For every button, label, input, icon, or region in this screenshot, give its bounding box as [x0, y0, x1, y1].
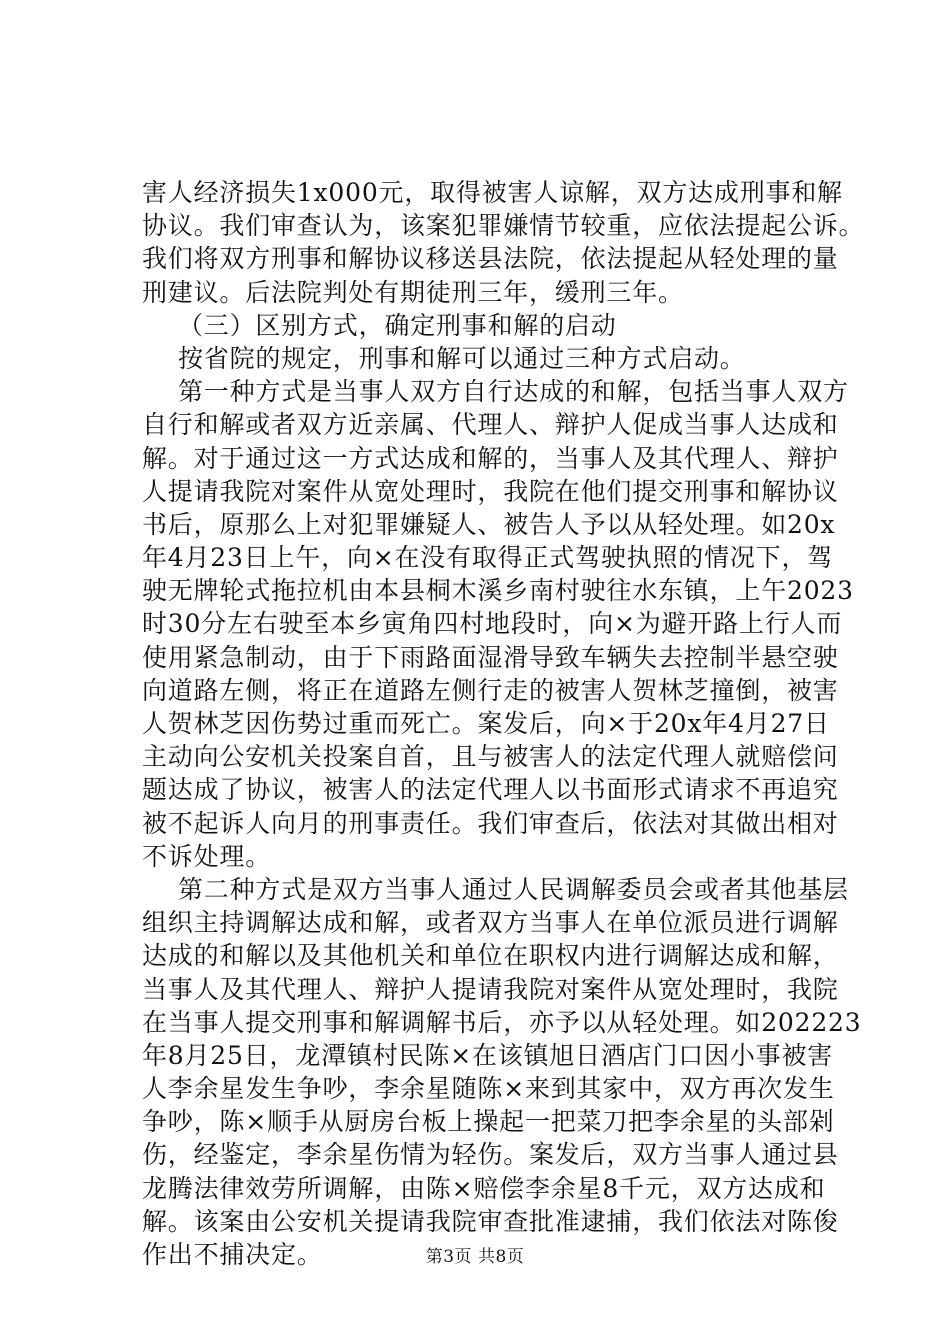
text-line: 主动向公安机关投案自首，且与被害人的法定代理人就赔偿问 [142, 742, 839, 772]
text-line: 我们将双方刑事和解协议移送县法院，依法提起从轻处理的量 [142, 244, 839, 274]
page-footer: 第3页 共8页 [425, 1247, 525, 1267]
text-line: 第一种方式是当事人双方自行达成的和解，包括当事人双方 [178, 377, 849, 407]
text-line: 害人经济损失1x000元，取得被害人谅解，双方达成刑事和解 [142, 178, 843, 207]
text-line: 向道路左侧，将正在道路左侧行走的被害人贺林芝撞倒，被害 [142, 675, 839, 705]
text-line: 龙腾法律效劳所调解，由陈×赔偿李余星8千元，双方达成和 [142, 1173, 826, 1203]
text-line: 人提请我院对案件从宽处理时，我院在他们提交刑事和解协议 [142, 476, 839, 506]
text-line: 作出不捕决定。 [142, 1240, 323, 1269]
document-body [142, 176, 865, 1271]
text-line: 达成的和解以及其他机关和单位在职权内进行调解达成和解， [142, 941, 839, 971]
text-line: 协议。我们审查认为，该案犯罪嫌情节较重，应依法提起公诉。 [142, 211, 865, 241]
text-line: 刑建议。后法院判处有期徒刑三年，缓刑三年。 [142, 277, 684, 307]
text-line: 伤，经鉴定，李余星伤情为轻伤。案发后，双方当事人通过县 [142, 1140, 839, 1170]
text-line: 人贺林芝因伤势过重而死亡。案发后，向×于20x年4月27日 [142, 709, 830, 738]
text-line: 当事人及其代理人、辩护人提请我院对案件从宽处理时，我院 [142, 974, 839, 1004]
text-line: 题达成了协议，被害人的法定代理人以书面形式请求不再追究 [142, 775, 839, 805]
text-line: 不诉处理。 [142, 841, 272, 871]
text-line: 人李余星发生争吵，李余星随陈×来到其家中，双方再次发生 [142, 1074, 835, 1104]
text-line: 自行和解或者双方近亲属、代理人、辩护人促成当事人达成和 [142, 410, 839, 440]
text-line: 年4月23日上午，向×在没有取得正式驾驶执照的情况下，驾 [142, 543, 834, 573]
text-line: 年8月25日，龙潭镇村民陈×在该镇旭日酒店门口因小事被害 [142, 1040, 834, 1070]
text-line: 书后，原那么上对犯罪嫌疑人、被告人予以从轻处理。如20x [142, 509, 836, 539]
text-line: 被不起诉人向月的刑事责任。我们审查后，依法对其做出相对 [142, 808, 839, 838]
text-line: 按省院的规定，刑事和解可以通过三种方式启动。 [178, 343, 746, 373]
text-line: 争吵，陈×顺手从厨房台板上操起一把菜刀把李余星的头部剁 [142, 1107, 835, 1137]
text-line: 使用紧急制动，由于下雨路面湿滑导致车辆失去控制半悬空驶 [142, 642, 839, 672]
text-line: （三）区别方式，确定刑事和解的启动 [178, 310, 617, 340]
text-line: 解。该案由公安机关提请我院审查批准逮捕，我们依法对陈俊 [142, 1206, 839, 1236]
text-line: 驶无牌轮式拖拉机由本县桐木溪乡南村驶往水东镇，上午2023 [142, 576, 854, 606]
text-line: 时30分左右驶至本乡寅角四村地段时，向×为避开路上行人而 [142, 609, 843, 639]
text-line: 组织主持调解达成和解，或者双方当事人在单位派员进行调解 [142, 908, 839, 938]
text-line: 第二种方式是双方当事人通过人民调解委员会或者其他基层 [178, 874, 849, 904]
text-line: 解。对于通过这一方式达成和解的，当事人及其代理人、辩护 [142, 443, 839, 473]
text-line: 在当事人提交刑事和解调解书后，亦予以从轻处理。如202223 [142, 1007, 862, 1037]
